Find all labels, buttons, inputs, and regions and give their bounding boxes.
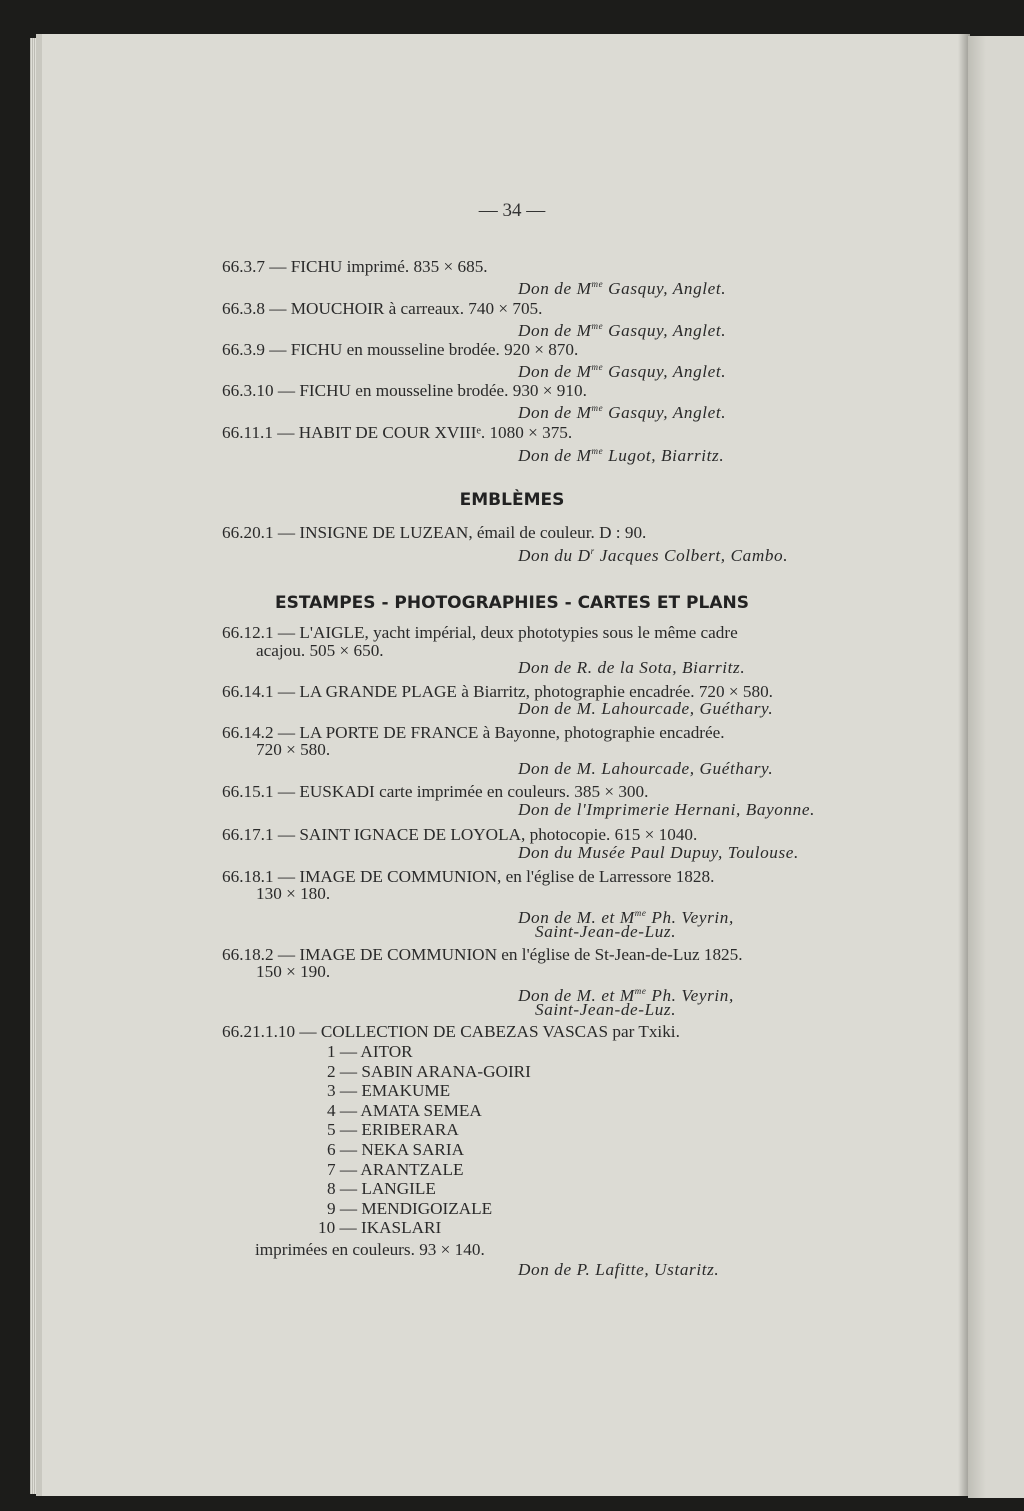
donor-name: Gasquy, Anglet. [603, 362, 727, 381]
collection-item: 7 — ARANTZALE [327, 1159, 464, 1179]
donor-text: Saint-Jean-de-Luz. [535, 1000, 677, 1019]
donor-line [518, 699, 773, 719]
donor-title-superscript: me [591, 279, 604, 289]
donor-title-superscript: me [634, 986, 647, 996]
donor-line [518, 658, 745, 678]
donor-text: Don de M [518, 446, 592, 465]
page-number: — 34 — [478, 200, 546, 221]
entry-title: 66.3.9 — FICHU en mousseline brodée. 920 × 870. [222, 340, 579, 359]
donor-line [518, 843, 799, 863]
donor-name: Jacques Colbert, Cambo. [594, 546, 789, 565]
collection-item: 2 — SABIN ARANA-GOIRI [327, 1061, 531, 1081]
section-heading: EMBLÈMES [459, 490, 565, 510]
donor-title-superscript: r [590, 546, 595, 556]
collection-item: 3 — EMAKUME [327, 1081, 451, 1101]
entry-continuation: 720 × 580. [256, 740, 331, 759]
donor-text: Don de M. Lahourcade, Guéthary. [518, 699, 774, 718]
donor-line [535, 922, 676, 942]
donor-line [518, 759, 773, 779]
donor-line [518, 800, 815, 820]
donor-text: Don de M [518, 403, 592, 422]
entry-title: 66.3.8 — MOUCHOIR à carreaux. 740 × 705. [222, 299, 543, 318]
donor-text: Don de l'Imprimerie Hernani, Bayonne. [518, 800, 815, 819]
donor-text: Don de M [518, 362, 592, 381]
donor-text: Don de M. et M [518, 908, 635, 927]
entry-title: 66.14.2 — LA PORTE DE FRANCE à Bayonne, photographie encadrée. [222, 723, 725, 742]
donor-line [518, 541, 788, 566]
collection-item: 4 — AMATA SEMEA [327, 1100, 482, 1120]
entry-title: 66.11.1 — HABIT DE COUR XVIIIᵉ. 1080 × 375. [222, 423, 573, 442]
entry-title: 66.21.1.10 — COLLECTION DE CABEZAS VASCAS par Txiki. [222, 1022, 680, 1041]
donor-line [518, 1260, 719, 1280]
donor-text: Don de M [518, 321, 592, 340]
donor-name: Gasquy, Anglet. [603, 403, 727, 422]
donor-text: Don de R. de la Sota, Biarritz. [518, 658, 746, 677]
collection-note: imprimées en couleurs. 93 × 140. [255, 1240, 485, 1259]
facing-page [968, 36, 1024, 1498]
donor-title-superscript: me [591, 362, 604, 372]
entry-continuation: 150 × 190. [256, 962, 331, 981]
donor-name: Ph. Veyrin, [646, 986, 734, 1005]
collection-item: 10 — IKASLARI [318, 1218, 442, 1238]
donor-line [518, 357, 726, 382]
donor-title-superscript: me [591, 403, 604, 413]
donor-text: Don de P. Lafitte, Ustaritz. [518, 1260, 720, 1279]
document-page [36, 34, 970, 1496]
entry-title: 66.14.1 — LA GRANDE PLAGE à Biarritz, photographie encadrée. 720 × 580. [222, 682, 773, 701]
section-heading: ESTAMPES - PHOTOGRAPHIES - CARTES ET PLANS [275, 593, 749, 613]
donor-name: Lugot, Biarritz. [603, 446, 725, 465]
collection-item: 1 — AITOR [327, 1042, 413, 1061]
donor-name: Gasquy, Anglet. [603, 279, 727, 298]
entry-continuation: 130 × 180. [256, 884, 331, 903]
collection-item: 6 — NEKA SARIA [327, 1140, 465, 1159]
entry-title: 66.18.2 — IMAGE DE COMMUNION en l'église de St-Jean-de-Luz 1825. [222, 945, 743, 964]
donor-text: Don du D [518, 546, 591, 565]
donor-text: Don de M. et M [518, 986, 635, 1005]
entry-title: 66.20.1 — INSIGNE DE LUZEAN, émail de couleur. D : 90. [222, 523, 647, 542]
donor-line [518, 398, 726, 423]
donor-title-superscript: me [591, 321, 604, 331]
donor-text: Saint-Jean-de-Luz. [535, 922, 677, 941]
collection-item: 5 — ERIBERARA [327, 1120, 459, 1140]
donor-title-superscript: me [591, 446, 604, 456]
donor-name: Ph. Veyrin, [646, 908, 734, 927]
donor-name: Gasquy, Anglet. [603, 321, 727, 340]
entry-title: 66.15.1 — EUSKADI carte imprimée en couleurs. 385 × 300. [222, 782, 649, 801]
entry-title: 66.18.1 — IMAGE DE COMMUNION, en l'église de Larressore 1828. [222, 867, 715, 886]
donor-line [518, 274, 726, 299]
donor-text: Don de M [518, 279, 592, 298]
entry-title: 66.3.10 — FICHU en mousseline brodée. 930 × 910. [222, 381, 587, 400]
donor-text: Don du Musée Paul Dupuy, Toulouse. [518, 843, 799, 862]
donor-line [518, 316, 726, 341]
entry-title: 66.12.1 — L'AIGLE, yacht impérial, deux phototypies sous le même cadre [222, 623, 738, 642]
collection-item: 9 — MENDIGOIZALE [327, 1198, 493, 1218]
donor-line [518, 441, 724, 466]
donor-line [535, 1000, 676, 1020]
entry-title: 66.3.7 — FICHU imprimé. 835 × 685. [222, 257, 488, 276]
donor-text: Don de M. Lahourcade, Guéthary. [518, 759, 774, 778]
entry-continuation: acajou. 505 × 650. [256, 641, 384, 660]
entry-title: 66.17.1 — SAINT IGNACE DE LOYOLA, photocopie. 615 × 1040. [222, 825, 698, 844]
donor-title-superscript: me [634, 908, 647, 918]
collection-item: 8 — LANGILE [327, 1179, 436, 1199]
